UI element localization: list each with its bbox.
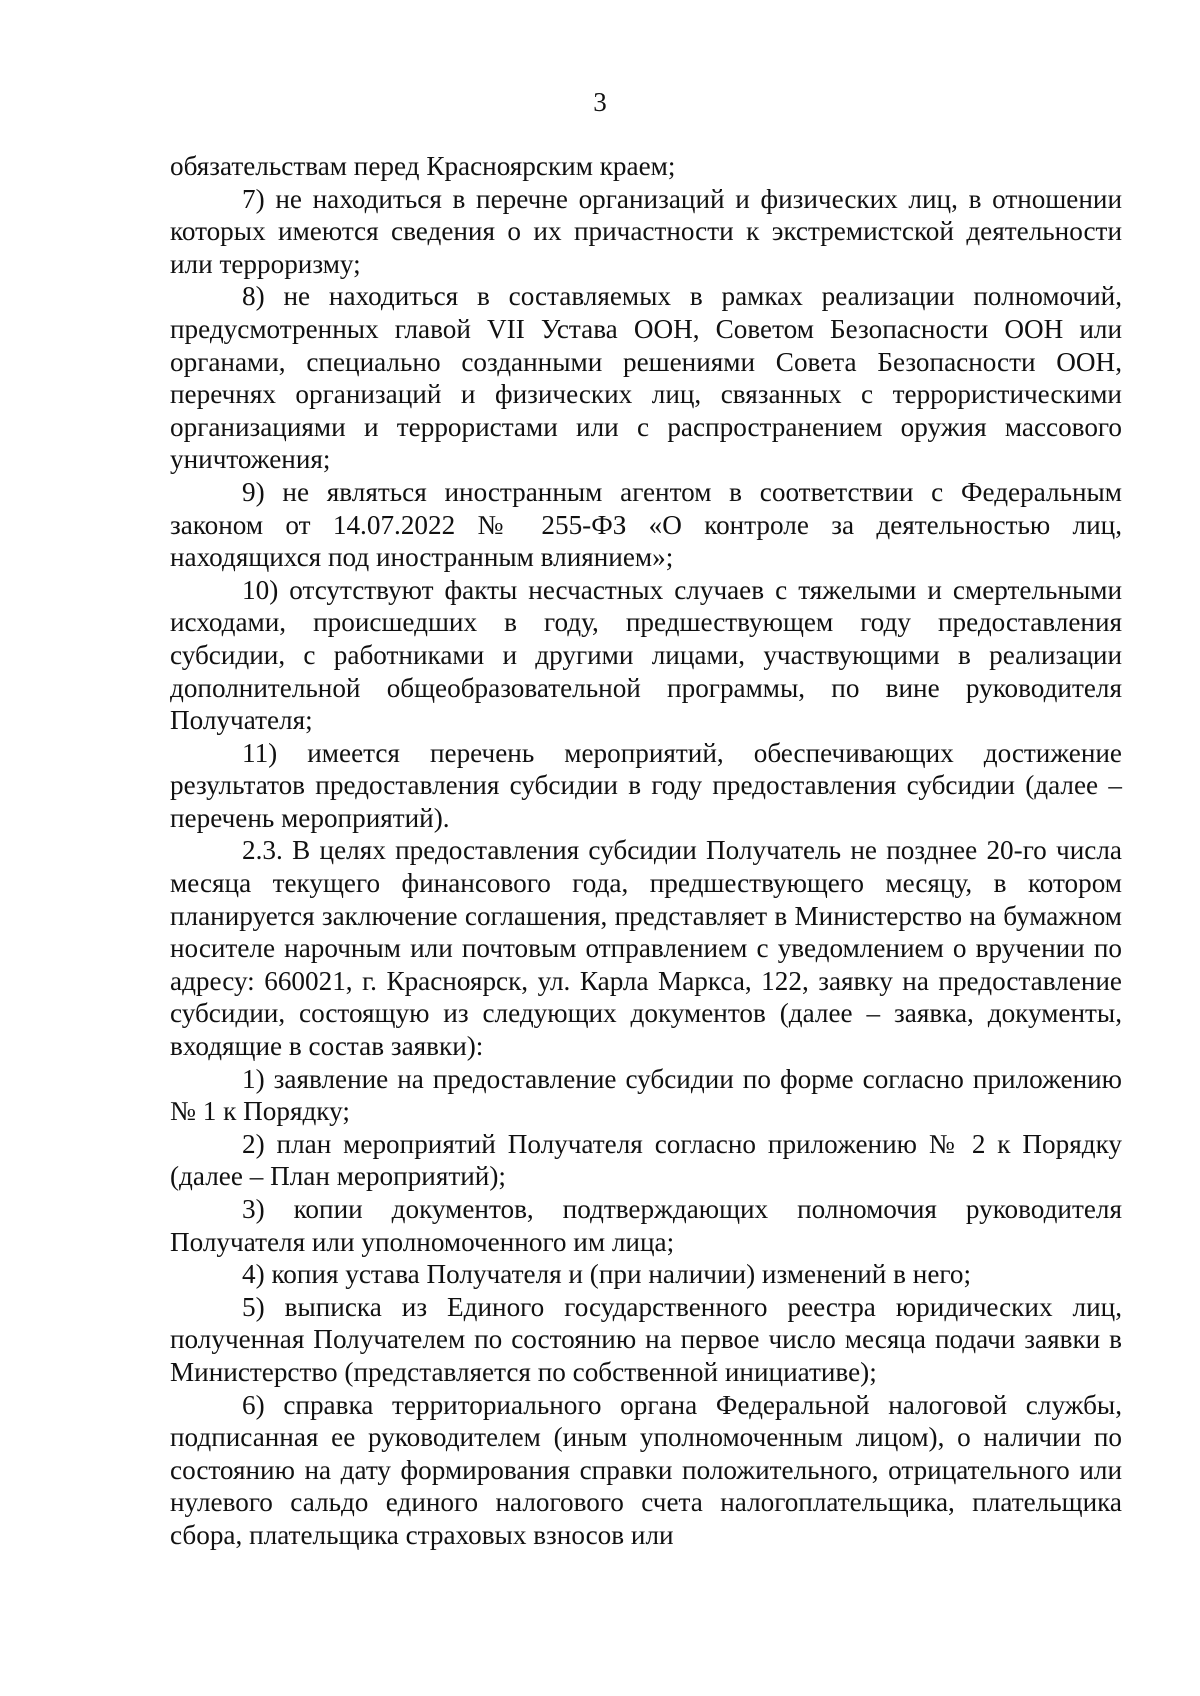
paragraph-3: 9) не являться иностранным агентом в соответствии с Федеральным законом от 14.07.2022 № 255-ФЗ «О контроле за деятельностью лиц, находящихся под иностранным влиянием»; bbox=[170, 476, 1122, 573]
paragraph-12: 6) справка территориального органа Федеральной налоговой службы, подписанная ее руководителем (иным уполномоченным лицом), о наличии по состоянию на дату формирования справки положительного, отрицательного или нулевого сальдо единого налогового счета налогоплательщика, плательщика сбора, плательщика страховых взносов или bbox=[170, 1389, 1122, 1550]
paragraph-7: 1) заявление на предоставление субсидии по форме согласно приложению № 1 к Порядку; bbox=[170, 1063, 1122, 1127]
page-number: 3 bbox=[593, 87, 607, 117]
paragraph-11: 5) выписка из Единого государственного реестра юридических лиц, полученная Получателем по состоянию на первое число месяца подачи заявки в Министерство (представляется по собственной инициативе); bbox=[170, 1291, 1122, 1387]
paragraph-9: 3) копии документов, подтверждающих полномочия руководителя Получателя или уполномоченного им лица; bbox=[170, 1194, 1122, 1257]
paragraph-1: 7) не находиться в перечне организаций и физических лиц, в отношении которых имеются сведения о их причастности к экстремистской деятельности или терроризму; bbox=[170, 183, 1122, 279]
paragraph-6: 2.3. В целях предоставления субсидии Получатель не позднее 20-го числа месяца текущего финансового года, предшествующего месяцу, в котором планируется заключение соглашения, представляет в Министерство на бумажном носителе нарочным или почтовым отправлением с уведомлением о вручении по адресу: 660021, г. Красноярск, ул. Карла Маркса, 122, заявку на предоставление субсидии, состоящую из следующих документов (далее – заявка, документы, входящие в состав заявки): bbox=[170, 835, 1122, 1062]
paragraph-2: 8) не находиться в составляемых в рамках реализации полномочий, предусмотренных главой VII Устава ООН, Советом Безопасности ООН или органами, специально созданными решениями Совета Безопасности ООН, перечнях организаций и физических лиц, связанных с террористическими организациями и террористами или с распространением оружия массового уничтожения; bbox=[170, 281, 1122, 475]
paragraph-4: 10) отсутствуют факты несчастных случаев с тяжелыми и смертельными исходами, происшедших в году, предшествующем году предоставления субсидии, с работниками и другими лицами, участвующими в реализации дополнительной общеобразовательной программы, по вине руководителя Получателя; bbox=[170, 574, 1122, 736]
paragraph-5: 11) имеется перечень мероприятий, обеспечивающих достижение результатов предоставления субсидии в году предоставления субсидии (далее – перечень мероприятий). bbox=[170, 737, 1122, 833]
document-body bbox=[170, 150, 1122, 1552]
paragraph-10: 4) копия устава Получателя и (при наличии) изменений в него; bbox=[242, 1259, 972, 1290]
paragraph-0: обязательствам перед Красноярским краем; bbox=[170, 151, 676, 181]
paragraph-8: 2) план мероприятий Получателя согласно приложению № 2 к Порядку (далее – План мероприятий); bbox=[170, 1128, 1122, 1192]
